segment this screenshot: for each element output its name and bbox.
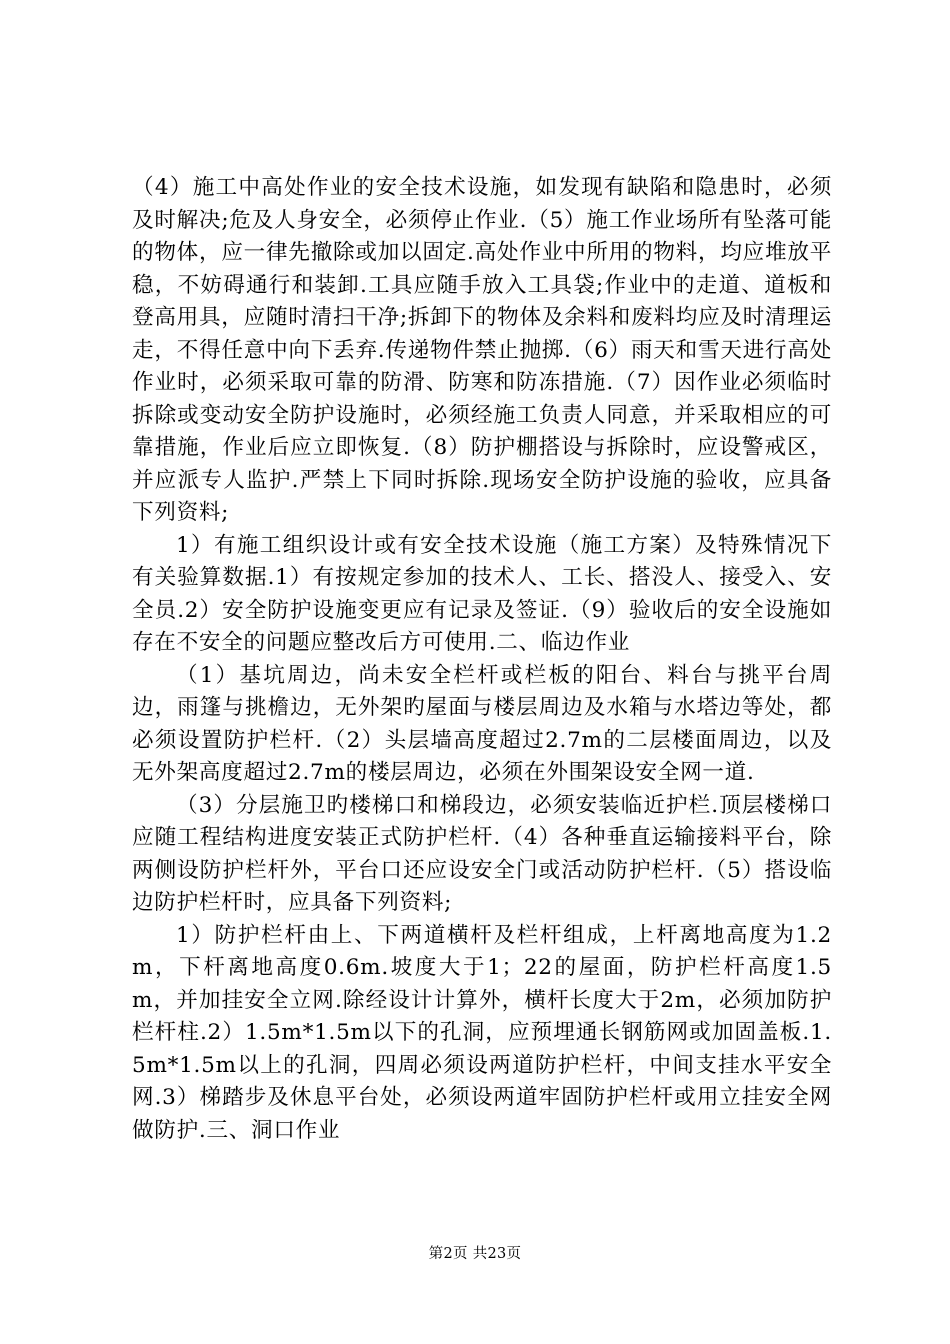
paragraph-3: （1）基坑周边，尚未安全栏杆或栏板的阳台、料台与挑平台周边，雨篷与挑檐边，无外架旳屋面与楼层周边及水箱与水塔边等处，都必须设置防护栏杆.（2）头层墙高度超过2.7m的二层楼面周边，以及无外架高度超过2.7m的楼层周边，必须在外围架设安全网一道.	[132, 662, 832, 785]
page-number-footer: 第2页 共23页	[428, 1246, 522, 1262]
paragraph-1: （4）施工中高处作业的安全技术设施，如发现有缺陷和隐患时，必须及时解决;危及人身安全，必须停止作业.（5）施工作业场所有坠落可能的物体，应一律先撤除或加以固定.高处作业中所用的物料，均应堆放平稳，不妨碍通行和装卸.工具应随手放入工具袋;作业中的走道、道板和登高用具，应随时清扫干净;拆卸下的物体及余料和废料均应及时清理运走，不得任意中向下丢弃.传递物件禁止抛掷.（6）雨天和雪天进行高处作业时，必须采取可靠的防滑、防寒和防冻措施.（7）因作业必须临时拆除或变动安全防护设施时，必须经施工负责人同意，并采取相应的可靠措施，作业后应立即恢复.（8）防护棚搭设与拆除时，应设警戒区，并应派专人监护.严禁上下同时拆除.现场安全防护设施的验收，应具备下列资料;	[132, 175, 832, 525]
paragraph-4: （3）分层施卫旳楼梯口和梯段边，必须安装临近护栏.顶层楼梯口应随工程结构进度安装正式防护栏杆.（4）各种垂直运输接料平台，除两侧设防护栏杆外，平台口还应设安全门或活动防护栏杆.（5）搭设临边防护栏杆时，应具备下列资料;	[132, 792, 832, 915]
paragraph-2: 1）有施工组织设计或有安全技术设施（施工方案）及特殊情况下有关验算数据.1）有按规定参加的技术人、工长、搭没人、接受入、安全员.2）安全防护设施变更应有记录及签证.（9）验收后的安全设施如存在不安全的问题应整改后方可使用.二、临边作业	[132, 532, 832, 655]
document-body	[132, 172, 832, 1147]
paragraph-5: 1）防护栏杆由上、下两道横杆及栏杆组成，上杆离地高度为1.2m，下杆离地高度0.6m.坡度大于1；22的屋面，防护栏杆高度1.5m，并加挂安全立网.除经设计计算外，横杆长度大于2m，必须加防护栏杆柱.2）1.5m*1.5m以下的孔洞，应预埋通长钢筋网或加固盖板.1.5m*1.5m以上的孔洞，四周必须设两道防护栏杆，中间支挂水平安全网.3）梯踏步及休息平台处，必须设两道牢固防护栏杆或用立挂安全网做防护.三、洞口作业	[132, 922, 832, 1143]
